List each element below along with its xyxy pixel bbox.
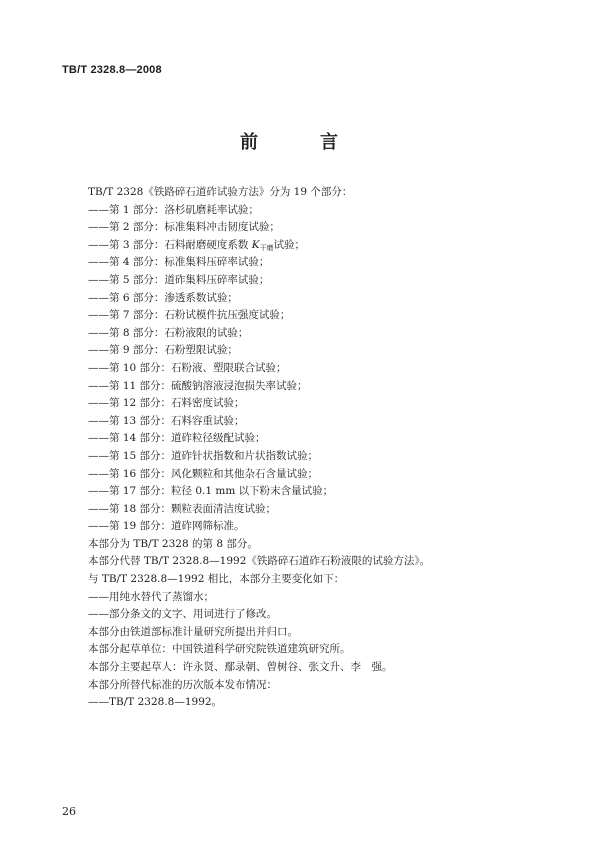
paragraph: 本部分为 TB/T 2328 的第 8 部分。 bbox=[88, 537, 258, 550]
paragraph: 本部分代替 TB/T 2328.8—1992《铁路碎石道砟石粉液限的试验方法》。 bbox=[88, 555, 431, 568]
part-item: ——第 14 部分：道砟粒径级配试验； bbox=[88, 432, 266, 445]
part-item-3-text: ——第 3 部分：石料耐磨硬度系数 K bbox=[88, 238, 260, 251]
part-item: ——第 17 部分：粒径 0.1 mm 以下粉末含量试验； bbox=[88, 485, 334, 498]
page-number: 26 bbox=[62, 805, 76, 818]
part-item: ——第 10 部分：石粉液、塑限联合试验； bbox=[88, 361, 287, 374]
part-item: ——第 6 部分：渗透系数试验； bbox=[88, 291, 238, 304]
part-item: ——第 13 部分：石料容重试验； bbox=[88, 414, 245, 427]
part-item: ——第 2 部分：标准集料冲击韧度试验； bbox=[88, 221, 280, 234]
part-item: ——第 18 部分：颗粒表面清洁度试验； bbox=[88, 502, 277, 515]
part-item: ——第 9 部分：石粉塑限试验； bbox=[88, 344, 238, 357]
part-item: ——第 7 部分：石粉试模件抗压强度试验； bbox=[88, 309, 291, 322]
paragraph: ——部分条文的文字、用词进行了修改。 bbox=[88, 608, 277, 621]
part-item: ——第 4 部分：标准集料压碎率试验； bbox=[88, 256, 270, 269]
page-title: 前 言 bbox=[240, 132, 360, 153]
part-item: ——第 1 部分：洛杉矶磨耗率试验； bbox=[88, 203, 259, 216]
part-item-3-subscript: 干磨 bbox=[259, 243, 274, 252]
part-item: ——第 8 部分：石粉液限的试验； bbox=[88, 326, 249, 339]
paragraph: 与 TB/T 2328.8—1992 相比，本部分主要变化如下： bbox=[88, 573, 345, 586]
paragraph: 本部分主要起草人：许永贤、鄢录朝、曾树谷、张文升、李 强。 bbox=[88, 661, 393, 674]
part-item: ——第 16 部分：风化颗粒和其他杂石含量试验； bbox=[88, 467, 319, 480]
paragraph: ——TB/T 2328.8—1992。 bbox=[88, 696, 223, 709]
part-item: ——第 11 部分：硫酸钠溶液浸泡损失率试验； bbox=[88, 379, 308, 392]
part-item: ——第 19 部分：道砟网筛标准。 bbox=[88, 520, 245, 533]
part-item: ——第 12 部分：石料密度试验； bbox=[88, 397, 245, 410]
part-item-3 bbox=[88, 237, 558, 255]
part-item: ——第 15 部分：道砟针状指数和片状指数试验； bbox=[88, 449, 319, 462]
part-item-3-suffix: 试验； bbox=[273, 238, 306, 251]
part-item: ——第 5 部分：道砟集料压碎率试验； bbox=[88, 273, 270, 286]
foreword-body bbox=[88, 184, 558, 712]
paragraph: 本部分所替代标准的历次版本发布情况： bbox=[88, 678, 277, 691]
paragraph: ——用纯水替代了蒸馏水； bbox=[88, 590, 214, 603]
k-symbol: K bbox=[251, 238, 260, 251]
intro-line: TB/T 2328《铁路碎石道砟试验方法》分为 19 个部分： bbox=[88, 186, 353, 198]
standard-code: TB/T 2328.8—2008 bbox=[62, 64, 162, 76]
paragraph: 本部分由铁道部标准计量研究所提出并归口。 bbox=[88, 625, 298, 638]
paragraph: 本部分起草单位：中国铁道科学研究院铁道建筑研究所。 bbox=[88, 643, 351, 656]
